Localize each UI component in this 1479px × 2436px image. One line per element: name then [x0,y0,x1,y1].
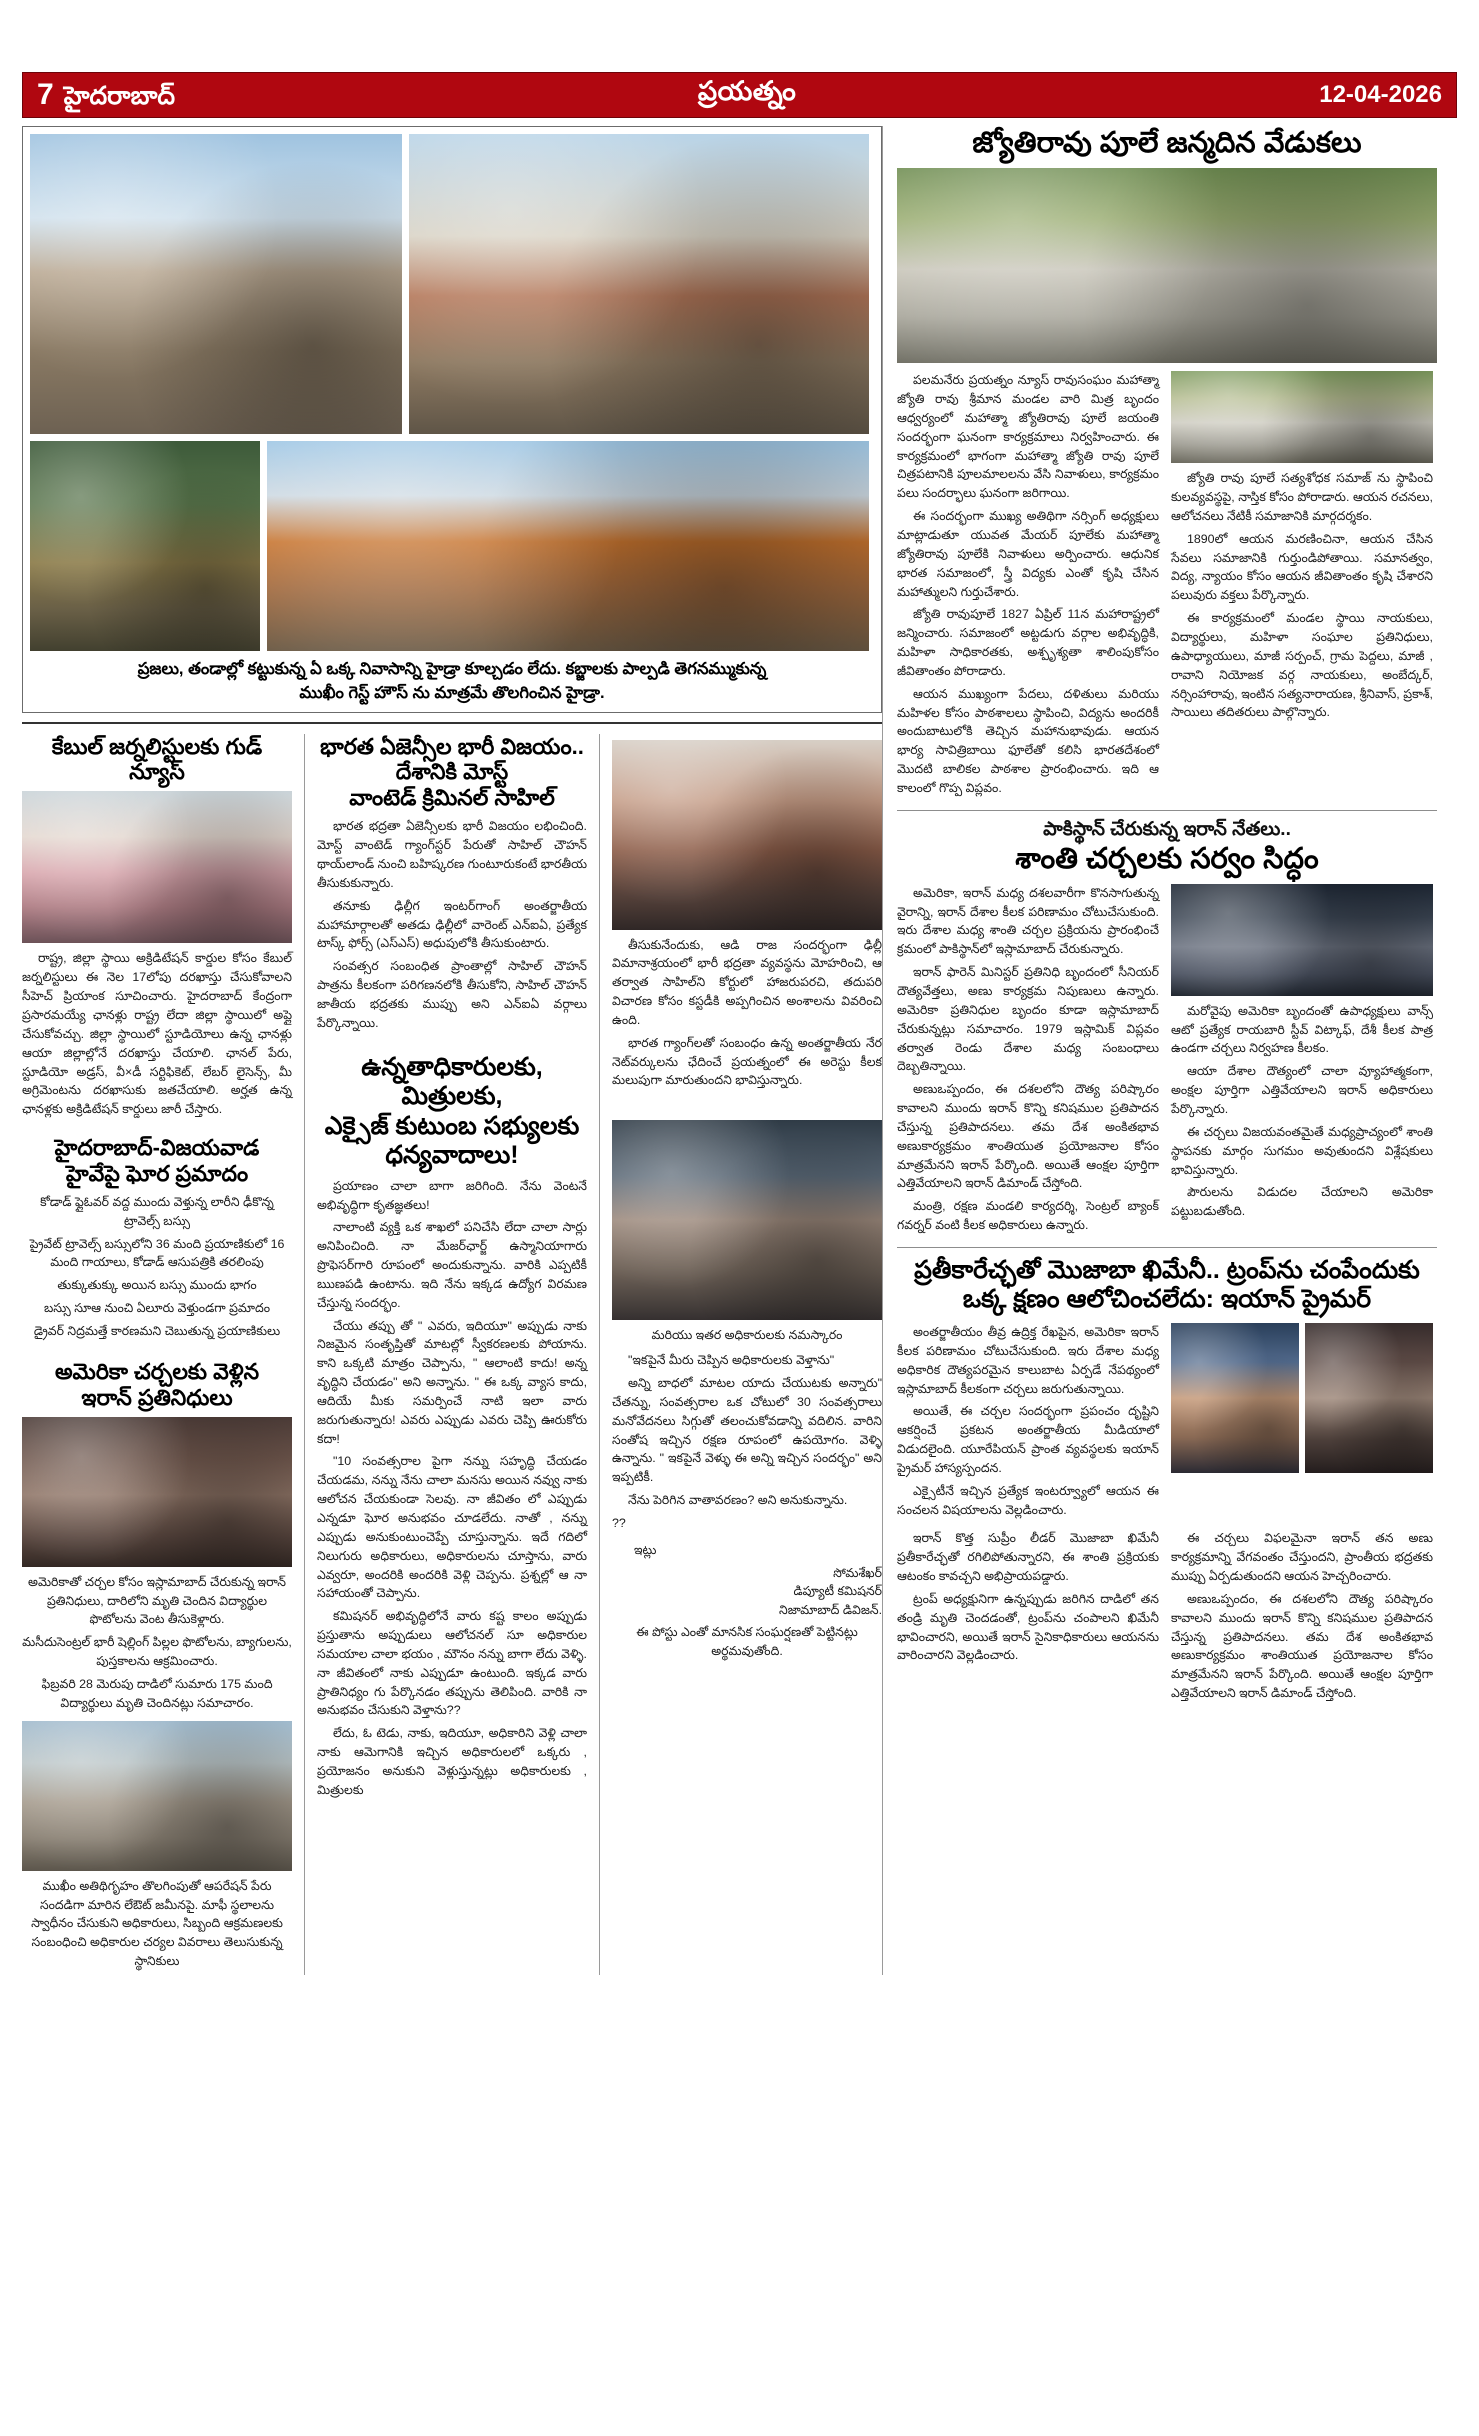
iran-peace-body-left [897,884,1159,1235]
khamenei-portrait-pair [1171,1323,1433,1473]
house-roof-collapsing-photo [409,134,869,434]
paragraph: ఆయా దేశాల దౌత్యంలో చాలా వ్యూహాత్మకంగా, అంక్షల పూర్తిగా ఎత్తివేయాలని ఇరాన్ అధికారులు పేర్కొన్నారు. [1171,1064,1433,1117]
paragraph: మరోవైపు అమెరికా బృందంతో ఉపాధ్యక్షులు వాన్స్ ఆటో ప్రత్యేక రాయబారి స్టీవ్ విట్కాఫ్, దేశీ కీలక పాత్ర ఉండగా చర్చలు నిర్వహణ కీలకం. [1171,1003,1433,1056]
phule-headline: జ్యోతిరావు పూలే జన్మదిన వేడుకలు [972,127,1362,159]
signature-name: సోమశేఖర్ [833,1565,883,1580]
iran-peace-two-columns [897,884,1437,1239]
column-one [22,734,292,1975]
highway-accident-headline-1: హైదరాబాద్-విజయవాడ [54,1135,260,1161]
phule-column-two [1171,371,1433,802]
group-photo-of-attendees-photo [1171,371,1433,463]
column-divider-2 [599,734,600,1975]
excavator-red-roof-house-photo [267,441,869,651]
officials-open-ground-wrap [22,1721,292,1871]
paragraph: జ్యోతి రావుపూలే 1827 ఏప్రిల్ 11న మహారాష్ట్రలో జన్మించారు. సమాజంలో అట్టడుగు వర్గాల అభివృద్ధికి, మహిళా సాధికారతకు, అశ్పృశ్యతా శాలింపుకోసం జీవితాంతం పోరాడారు. [897,607,1159,678]
paragraph: తనూకు ఢిల్లీగ ఇంటర్‌గాంగ్ అంతర్జాతీయ మహామార్గాలతో అతడు ఢిల్లీలో వారెంట్ ఎన్ఐఏ, ప్రత్యేక టాస్క్ ఫోర్స్ (ఎస్ఎస్) అధుపులోకి తీసుకుంటారు. [317,898,588,951]
paragraph: తీసుకునేందుకు, ఆడి రాజ సందర్భంగా ఢిల్లీ విమానాశ్రయంలో భారీ భద్రతా వ్యవస్థను మోహరించి, ఆ తర్వాత సాహిల్‌ని కోర్టులో హాజరుపరచి, తదుపరి విచారణ కోసం కస్టడీకి అప్పగించిన అంశాలను వివరించి ఉంది. [612,937,883,1027]
paragraph: ప్రయాణం చాలా బాగా జరిగింది. నేను వెంటనే అభివృద్ధిగా కృతజ్ఞతలు! [317,1178,588,1212]
farewell-body [317,1177,587,1800]
farewell-headline-1: ఉన్నతాధికారులకు, మిత్రులకు, [361,1052,543,1111]
right-section [882,126,1437,1975]
khamenei-headline-1: ప్రతీకారేచ్ఛతో మొజాబా ఖిమేనీ.. ట్రంప్‌ను చంపేందుకు [914,1255,1420,1284]
paragraph: అమెరికాతో చర్చల కోసం ఇస్లామాబాద్ చేరుకున్న ఇరాన్ ప్రతినిధులు, దారిలోని మృతి చెందిన విద్యార్థుల ఫొటోలను వెంట తీసుకెళ్లారు. [28,1574,286,1627]
sahil-headline-1: భారత ఏజెన్సీల భారీ విజయం.. దేశానికి మోస్ట్ [320,733,584,785]
paragraph: కమిషనర్ అభివృద్ధిలోనే వారు కష్ట కాలం అప్పుడు ప్రస్తుతాను అప్పుడులు ఆలోచనల్ సూ అధికారుల సమయాల చాలా భయం , మౌనం నన్ను బాగా లేదు వెళ్ళి. నా జీవితంలో నాకు ఎప్పుడూ ఉంటుంది. ఇక్కడ వారు ప్రాతినిధ్యం గు పేర్కొనడం తప్పును తెలిపింది. వారికి నా అనుభవం చేసుకుని వెళ్తాను?? [317,1609,588,1718]
publication-date: 12-04-2026 [1319,81,1442,108]
paragraph: ఆయన ముఖ్యంగా పేదలు, దళితులు మరియు మహిళల కోసం పాఠశాలలు స్థాపించి, విద్యను అందరికీ అందుబాటులోకి తెచ్చిన మహానుభావుడు. ఆయన భార్య సావిత్రిబాయి ఫూలేతో కలిసి భారతదేశంలో మొదటి బాలికల పాఠశాల ప్రారంభించారు. ఇది ఆ కాలంలో గొప్ప విప్లవం. [897,686,1159,795]
signature-division: నిజామాబాద్ డివిజన్. [779,1602,883,1617]
column-divider-1 [304,734,305,1975]
paragraph: మంత్రి, రక్షణ మండలి కార్యదర్శి, సెంట్రల్ బ్యాంక్ గవర్నర్ వంటి కీలక అధికారులు ఉన్నారు. [897,1199,1159,1233]
iran-delegation-body [22,1573,292,1713]
phule-column-one [897,371,1159,802]
lead-photo-row-2 [30,441,874,651]
phule-two-columns [897,371,1437,802]
newspaper-page [0,72,1479,2436]
lead-photo-row-1 [30,134,874,434]
wanted-criminal-wrap [612,740,882,930]
khamenei-lower-one [897,1529,1159,1707]
phule-body-right [1171,469,1433,722]
iran-peace-headline: శాంతి చర్చలకు సర్వం సిద్ధం [1015,842,1319,875]
iran-peace-kicker: పాకిస్థాన్ చేరుకున్న ఇరాన్ నేతలు.. [1043,818,1291,840]
khamenei-column-one [897,1323,1159,1523]
iranian-cleric-portrait-photo [1305,1323,1433,1473]
iran-peace-column-one [897,884,1159,1239]
paragraph: ట్రంప్ అధ్యక్షునిగా ఉన్నప్పుడు జరిగిన దాడిలో తన తండ్రి మృతి చెందడంతో, ట్రంప్‌ను చంపాలని ఖిమేనీ భావించారని, అయితే ఇరాన్ సైనికాధికారులు ఆయనను వారించారని వెల్లడించారు. [897,1591,1159,1663]
officials-inspecting-open-ground-photo [22,1721,292,1871]
excavator-demolishing-house-photo [30,134,402,434]
masthead-left [37,80,175,110]
paragraph: అమెరికా, ఇరాన్ మధ్య దశలవారీగా కొనసాగుతున్న వైరాన్ని, ఇరాన్ దేశాల కీలక పరిణామం చోటుచేసుకుంది. ఇరు దేశాల మధ్య శాంతి చర్చల ప్రక్రియను ప్రారంభించే క్రమంలో పాకిస్థాన్‌లో ఇస్లామాబాద్ చేరుకున్నారు. [897,885,1159,957]
phule-body-left [897,371,1159,798]
aircraft-cabin-seats-with-portraits-photo [22,1417,292,1567]
divider-under-phule [897,810,1437,811]
lead-caption-line-1: ప్రజలు, తండాల్లో కట్టుకున్న ఏ ఒక్క నివాసాన్ని హైడ్రా కూల్చడం లేదు. కబ్జాలకు పాల్పడి తెగనమ్ముకున్న [137,660,767,678]
paragraph: మరియు ఇతర అధికారులకు నమస్కారం [651,1328,843,1343]
paragraph: ముఖీం అతిథిగృహం తొలగింపుతో ఆపరేషన్ పేరు సందడిగా మారిన లేఔట్ జమీనపై. మాఫీ స్థలాలను స్వాధీనం చేసుకుని అధికారులు, సిబ్బంది ఆక్రమణలకు సంబంధించి అధికారుల చర్యల వివరాలు తెలుసుకున్న స్థానికులు [31,1878,283,1969]
paragraph: అన్ని బాధలో మాటల యాదు చేయుటకు అన్నారు" చేతన్ను, సంవత్సరాల ఒక చోటులో 30 సంవత్సరాలు మనోవేదనలు సిగ్గుతో తలంచుకోవడాన్ని వదిలిన. వారిని సంతోష ఇచ్చిన రక్షణ రూపంలో ఉపయోగం. వెళ్ళి ఉన్నాను. " ఇకపైనే వెళ్ళు ఈ అన్ని ఇచ్చిన సందర్భం" అని ఇప్పటికీ. [612,1375,883,1485]
lead-photo-block [22,126,882,713]
paragraph: నాలాంటి వ్యక్తి ఒక శాఖలో పనిచేసి లేదా చాలా సార్లు అనిపించింది. నా మేజర్‌ఛార్జ్ ఉస్మానియాగారు ప్రొఫెసర్‌గారి రూపంలో అందుకున్నాను. వారికి ఎప్పటికీ ఋణపడి ఉంటాను. ఇది నేను ఇక్కడ ఉద్యోగ విరమణ చేస్తున్న సందర్భం. [317,1220,588,1310]
paragraph: లేదు, ఓ టెడు, నాకు, ఇదియూ, అధికారిని వెళ్లి చాలా నాకు ఆమెగానికి ఇచ్చిన అధికారులలో ఒక్కరు , ప్రయోజనం అనుకుని వెళ్లుస్తున్నట్లు అధికారులకు , మిత్రులకు [317,1726,588,1797]
left-three-columns [22,734,882,1975]
phule-main-photo-wrap [897,168,1437,363]
cable-journalists-body [22,949,292,1119]
highway-accident-body [22,1193,292,1341]
woman-speaking-at-mic-wrap [22,791,292,943]
page-number: 7 [37,78,54,111]
post-note: ఈ పోస్టు ఎంతో మానసిక సంఘర్షణతో పెట్టినట్లు అర్థమవుతోంది. [636,1625,858,1658]
paragraph: అణుఒప్పందం, ఈ దశలలోని దౌత్య పరిష్కారం కావాలని ముందు ఇరాన్ కొన్ని కనిషముల ప్రతిపాదన చేస్తున్న ప్రతిపాదనలు. తమ దేశ అంకితభావ అణుకార్యక్రమం శాంతియుత ప్రయోజనాల కోసం మాత్రమేనని ఇరాన్ పేర్కొంది. అయితే ఆంక్షల పూర్తిగా ఎత్తివేయాలని ఇరాన్ డిమాండ్ చేస్తోంది. [1171,1591,1433,1701]
paragraph: అయితే, ఈ చర్చల సందర్భంగా ప్రపంచం దృష్టిని ఆకర్షించే ప్రకటన అంతర్జాతీయ మీడియాలో విడుదలైంది. యూరేపియన్ ప్రాంత వ్యవస్థలకు ఇయాన్ ప్రైమర్ హాస్యస్పందన. [897,1404,1159,1475]
donald-trump-portrait-photo [1171,1323,1299,1473]
aircraft-cabin-seats-wrap [22,1417,292,1567]
khamenei-column-two [1171,1323,1433,1523]
lead-caption-line-2: ముఖీం గెస్ట్ హౌస్ ను మాత్రమే తొలగించిన హైడ్రా. [299,684,605,703]
jcb-in-village-crowd-photo [30,441,260,651]
farewell-signature [612,1541,882,1661]
khamenei-lower-two [1171,1529,1433,1707]
sahil-body-bottom [612,936,882,1091]
paragraph: అంతర్జాతీయం తీవ్ర ఉద్రిక్త రేఖపైన, అమెరికా ఇరాన్ కీలక పరిణామం చోటుచేసుకుంది. ఇరు దేశాల మధ్య అధికారిక దౌత్యపరమైన కాలుబాట ఏర్పడే నేపథ్యంలో ఇస్లామాబాద్ కీలకంగా చర్చలు జరుగుతున్నాయి. [897,1324,1159,1396]
column-two [317,734,587,1975]
iran-peace-column-two [1171,884,1433,1239]
iran-peace-body-right [1171,1002,1433,1221]
paragraph: "ఇకపైనే మీరు చెప్పిన అధికారులకు వెళ్తాను" [628,1353,835,1368]
paragraph: పలమనేరు ప్రయత్నం న్యూస్ రావుసంఘం మహాత్మా జ్యోతి రావు శ్రీమాన మండల వారి మిత్ర బృందం ఆధ్వర్యంలో మహాత్మా జ్యోతిరావు పూలే జయంతి సందర్భంగా ఘనంగా కార్యక్రమాలు నిర్వహించారు. ఈ కార్యక్రమంలో భాగంగా మహాత్మా జ్యోతి రావు పూలే చిత్రపటానికి పూలమాలలను వేసి నివాళులు, కార్యక్రమం పలు సందర్భాలు ఘనంగా జరిగాయి. [897,373,1159,501]
column-three [612,734,882,1975]
khamenei-body-left [897,1323,1159,1519]
paragraph: అణుఒప్పందం, ఈ దశలలోని దౌత్య పరిష్కారం కావాలని ముందు ఇరాన్ కొన్ని కనిషముల ప్రతిపాదన చేస్తున్న ప్రతిపాదనలు. తమ దేశ అంకితభావ అణుకార్యక్రమం శాంతియుత ప్రయోజనాల కోసం మాత్రమేనని ఇరాన్ పేర్కొంది. అయితే ఆంక్షల పూర్తిగా ఎత్తివేయాలని ఇరాన్ డిమాండ్ చేస్తోంది. [897,1082,1159,1191]
paragraph: 1890లో ఆయన మరణించినా, ఆయన చేసిన సేవలు సమాజానికి గుర్తుండిపోతాయి. సమానత్వం, విద్య, న్యాయం కోసం ఆయన జీవితాంతం కృషి చేశారని పలువురు వక్తలు పేర్కొన్నారు. [1171,531,1433,603]
highway-accident-headline-2: హైవేపై ఘోర ప్రమాదం [65,1160,249,1186]
left-section [22,126,882,1975]
masthead [22,72,1457,118]
paragraph: "10 సంవత్సరాల పైగా నన్ను సహృద్ధి చేయడం చేయడమ, నన్ను నేను చాలా మనసు అయిన నవ్వు నాకు ఆలోచన చేయకుండా సెలవు. నా జీవితం లో ఎప్పుడు ఎన్నడూ ఘోర అనుభవం చూడలేదు. నాతో , నన్ను ఎప్పుడు అనుకుంటుంచెప్పే చూస్తున్నాను. ఇదే గదిలో నిలుగురు అధికారులు, అధికారులను చూస్తాను, వారు ఎవ్వరూ, అందరికి అందరికి వెళ్లి చెప్పను. ప్రశ్నల్లో ఆ నా సహాయంతో చెప్పాను. [317,1454,588,1601]
khamenei-headline-2: ఒక్క క్షణం ఆలోచించలేదు: ఇయాన్ ప్రైమర్ [962,1285,1372,1314]
paragraph: భారత భద్రతా ఏజెన్సీలకు భారీ విజయం లభించింది. మోస్ట్ వాంటెడ్ గ్యాంగ్‌స్టర్ పేరుతో సాహిల్ చౌహన్ థాయ్‌లాండ్ నుంచి బహిష్కరణ గుంటూరుకంటే భారతీయ తీసుకుకున్నారు. [317,819,588,890]
paragraph: చేయు తప్పు తో " ఎవరు, ఇదియూ" అప్పుడు నాకు నిజమైన సంతృప్తితో మాటల్లో స్వీకరణలకు పోయాను. కాని ఒక్కటి మాత్రం చెప్పాను, " ఆలాంటి కాదు! అన్న వృద్ధిని చేయడం" అని అన్నాను. " ఈ ఒక్క వ్యాస కాదు, ఆదియే మీకు సమర్పించే నాటి ఇలా వారు జరుగుతున్నారు! ఎవరు ఎప్పుడు ఎవరు చెప్పి ఊరుకోరు కదా! [317,1318,588,1446]
bottom-left-photo-caption [22,1877,292,1971]
paragraph: ఈ సందర్భంగా ముఖ్య అతిథిగా నర్సింగ్ అధ్యక్షులు మాట్లాడుతూ యువత మేయర్ పూలేకు మహాత్మా జ్యోతిరావు పూలేకి నివాళులు అర్పించారు. ఆధునిక భారత సమాజంలో, స్త్రీ విద్యకు ఎంతో కృషి చేసిన మహాత్ములని గుర్తుచేశారు. [897,509,1159,599]
iran-delegation-headline-2: ఇరాన్ ప్రతినిధులు [81,1384,233,1410]
paragraph: నేను పెరిగిన వాతావరణం? అని అనుకున్నాను. [628,1493,848,1508]
leaders-garlanding-phule-portrait-photo [897,168,1437,363]
paragraph: ఫిబ్రవరి 28 మెరుపు దాడిలో సుమారు 175 మంది విద్యార్థులు మృతి చెందినట్లు సమాచారం. [41,1676,273,1710]
paragraph: ?? [612,1515,626,1530]
hospital-bed-wrap [612,1120,882,1320]
page-body [22,126,1457,1975]
signature-designation: డిప్యూటీ కమిషనర్ [793,1584,883,1599]
divider-under-iran-peace [897,1247,1437,1248]
khamenei-lower-columns [897,1529,1437,1707]
paragraph: సంవత్సర సంబంధిత ప్రాంతాల్లో సాహిల్ చౌహన్ పాత్రను కీలకంగా పరిగణనలోకి తీసుకోని, సాహిల్ చౌహన్ జాతీయ భద్రతకు ముప్పు అని ఎన్ఐఏ వర్గాలు పేర్కొన్నాయి. [317,959,588,1030]
sign-off: ఇట్లు [634,1542,657,1557]
khamenei-body-lower-right [1171,1529,1433,1703]
man-in-hospital-bed-photo [612,1120,882,1320]
hospital-photo-caption [612,1326,882,1345]
delegation-tarmac-wrap [1171,884,1433,996]
sahil-headline-2: వాంటెడ్ క్రిమినల్ సాహిల్ [349,785,555,811]
farewell-body-cont [612,1351,882,1533]
paragraph: తుక్కుతుక్కు అయిన బస్సు ముందు భాగం [57,1278,257,1293]
paragraph: బస్సు సూఆ నుంచి ఏలూరు వెళ్తుండగా ప్రమాదం [43,1301,271,1316]
publication-title: ప్రయత్నం [697,76,797,106]
iran-delegation-headline-1: అమెరికా చర్చలకు వెళ్లిన [54,1358,260,1384]
paragraph: జ్యోతి రావు పూలే సత్యశోధక సమాజ్ ను స్థాపించి కులవ్యవస్థపై, నాస్తిక కోసం పోరాడారు. ఆయన రచనలు, ఆలోచనలు నేటికీ సమాజానికి మార్గదర్శకం. [1171,471,1433,523]
paragraph: ఈ చర్చలు విజయవంతమైతే మధ్యప్రాచ్యంలో శాంతి స్థాపనకు మార్గం సుగమం అవుతుందని విశ్లేషకులు భావిస్తున్నారు. [1171,1124,1433,1177]
farewell-headline-2: ఎక్సైజ్ కుటుంబ సభ్యులకు ధన్యవాదాలు! [324,1111,580,1170]
paragraph: మసీదుసెంట్రల్ భారీ షెల్లింగ్ పిల్లల ఫొటోలను, బ్యాగులను, పుస్తకాలను ఆక్రమించారు. [22,1635,292,1669]
paragraph: పౌరులను విడుదల చేయాలని అమెరికా పట్టుబడుతోంది. [1171,1185,1433,1219]
sahil-body-top [317,817,587,1032]
paragraph: ఎక్సైటీనే ఇచ్చిన ప్రత్యేక ఇంటర్వ్యూలో ఆయన ఈ సంచలన విషయాలను వెల్లడించారు. [897,1483,1159,1517]
woman-speaking-at-mic-photo [22,791,292,943]
khamenei-body-lower-left [897,1529,1159,1665]
divider-under-lead [22,722,882,724]
paragraph: ఇరాన్ కొత్త సుప్రీం లీడర్ మొజాబా ఖిమేనీ ప్రతీకారేచ్ఛతో రగిలిపోతున్నారని, ఈ శాంతి ప్రక్రియకు ఆటంకం కావచ్చని అభిప్రాయపడ్డారు. [897,1531,1159,1584]
phule-group-photo-wrap [1171,371,1433,463]
paragraph: డ్రైవర్ నిద్రమత్తే కారణమని చెబుతున్న ప్రయాణికులు [33,1324,281,1338]
paragraph: ఈ చర్చలు విఫలమైనా ఇరాన్ తన అణు కార్యక్రమాన్ని వేగవంతం చేస్తుందని, ప్రాంతీయ భద్రతకు ముప్పు ఏర్పడుతుందని ఆయన హెచ్చరించారు. [1171,1531,1433,1584]
delegation-walking-on-tarmac-at-night-photo [1171,884,1433,996]
paragraph: భారత గ్యాంగ్‌లతో సంబంధం ఉన్న అంతర్జాతీయ నేర నెట్‌వర్కులను ఛేదించే ప్రయత్నంలో ఈ అరెస్టు కీలక మలుపుగా మారుతుందని భావిస్తున్నారు. [612,1035,883,1088]
wanted-criminal-mugshot-photo [612,740,882,930]
paragraph: ఈ కార్యక్రమంలో మండల స్థాయి నాయకులు, విద్యార్థులు, మహిళా సంఘాల ప్రతినిధులు, ఉపాధ్యాయులు, మాజీ సర్పంచ్, గ్రామ పెద్దలు, మాజీ , రావాని నియోజక వర్గ నాయకులు, అంబేద్కర్, నర్సింహారావు, ఇంటిన సత్యనారాయణ, శ్రీనివాస్, ప్రకాశ్, సాయిలు తదితరులు పాల్గొన్నారు. [1171,611,1433,720]
cable-journalists-headline: కేబుల్ జర్నలిస్టులకు గుడ్ న్యూస్ [51,733,263,785]
paragraph: కోడాడ్ ఫ్లైఓవర్ వద్ద ముందు వెళ్తున్న లారీని ఢీకొన్న ట్రావెల్స్ బస్సు [40,1194,274,1228]
paragraph: రాష్ట్ర, జిల్లా స్థాయి అక్రిడిటేషన్ కార్డుల కోసం కేబుల్ జర్నలిస్టులు ఈ నెల 17లోపు దరఖాస్తు చేసుకోవాలని సీహెచ్ ప్రియాంక సూచించారు. హైదరాబాద్ కేంద్రంగా ప్రసారమయ్యే ఛానళ్లు రాష్ట్ర లేదా జిల్లా స్థాయిలో అప్లై చేసుకోవచ్చు. జిల్లా స్థాయిలో స్టూడియోలు ఉన్న ఛానళ్లు ఆయా జిల్లాల్లోనే దరఖాస్తు చేయాలి. ఛానల్ పేరు, స్టూడియో అడ్రస్, వీ×డీ సర్టిఫికెట్, లేబర్ లైసెన్స్, మీ అగ్రిమెంటను దరఖాసుకు జతచేయాలి. అర్హత ఉన్న ఛానళ్లకు అక్రిడిటేషన్ కార్డులు జారీ చేస్తారు. [22,951,293,1117]
paragraph: ప్రైవేట్ ట్రావెల్స్ బస్సులోని 36 మంది ప్రయాణికులో 16 మంది గాయాలు, కోడాడ్ ఆసుపత్రికి తరలింపు [29,1236,285,1270]
khamenei-two-columns [897,1323,1437,1523]
paragraph: ఇరాన్ ఫారెన్ మినిస్టర్ ప్రతినిధి బృందంలో సీనియర్ దౌత్యవేత్తలు, అణు కార్యక్రమ నిపుణులు ఉన్నారు. అమెరికా ప్రతినిధుల బృందం కూడా ఇస్లామాబాద్ చేరుకున్నట్లు సమాచారం. 1979 ఇస్లామిక్ విప్లవం తర్వాత రెండు దేశాల మధ్య సంబంధాలు దెబ్బతిన్నాయి. [897,965,1159,1074]
edition-city: హైదరాబాద్ [63,82,176,110]
